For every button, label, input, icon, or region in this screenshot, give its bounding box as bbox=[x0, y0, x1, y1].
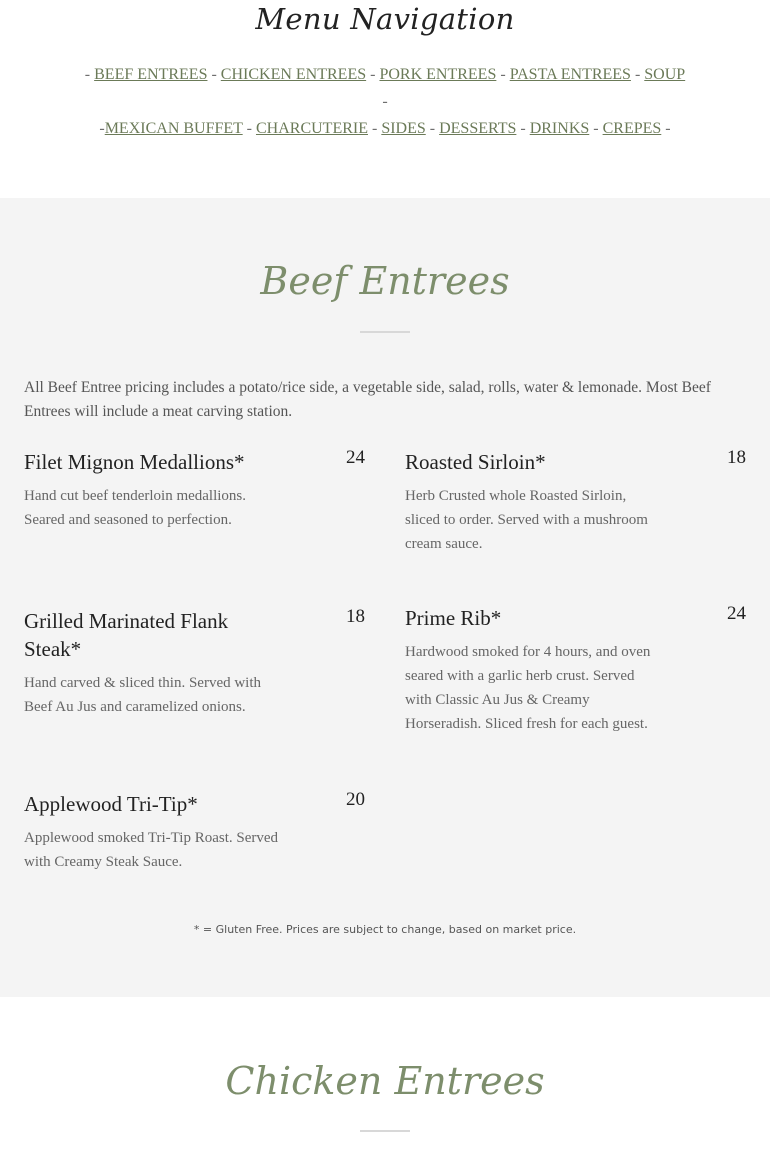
nav-link-soup[interactable]: SOUP bbox=[644, 66, 686, 83]
menu-item-tri-tip bbox=[24, 790, 365, 874]
section-divider bbox=[360, 331, 410, 333]
menu-item-description: Hand carved & sliced thin. Served with Beef Au Jus and caramelized onions. bbox=[24, 675, 262, 715]
menu-navigation-title: Menu Navigation bbox=[255, 2, 515, 36]
menu-item-roasted-sirloin bbox=[405, 448, 746, 556]
beef-entrees-section bbox=[0, 198, 770, 997]
menu-item-prime-rib bbox=[405, 604, 746, 736]
menu-item-description: Applewood smoked Tri-Tip Roast. Served with Creamy Steak Sauce. bbox=[24, 830, 279, 870]
nav-link-drinks[interactable]: DRINKS bbox=[529, 120, 590, 137]
nav-separator: - bbox=[382, 93, 388, 110]
nav-line-2 bbox=[0, 92, 770, 112]
nav-line-1 bbox=[0, 65, 770, 85]
nav-separator: - bbox=[246, 120, 252, 137]
menu-item-description: Hardwood smoked for 4 hours, and oven seared with a garlic herb crust. Served with Classic Au Jus & Creamy Horseradish. Sliced fresh for each guest. bbox=[405, 644, 651, 732]
menu-item-description: Hand cut beef tenderloin medallions. Seared and seasoned to perfection. bbox=[24, 488, 247, 528]
nav-separator: - bbox=[429, 120, 436, 137]
menu-item-name: Applewood Tri-Tip* bbox=[24, 792, 198, 816]
nav-separator: - bbox=[99, 120, 105, 137]
nav-link-pasta-entrees[interactable]: PASTA ENTREES bbox=[509, 66, 631, 83]
nav-link-sides[interactable]: SIDES bbox=[381, 120, 426, 137]
nav-separator: - bbox=[520, 120, 526, 137]
nav-separator: - bbox=[370, 66, 376, 83]
section-divider bbox=[360, 1130, 410, 1132]
menu-item-name: Prime Rib* bbox=[405, 606, 502, 630]
nav-link-pork-entrees[interactable]: PORK ENTREES bbox=[379, 66, 497, 83]
menu-item-price: 18 bbox=[346, 606, 365, 627]
nav-separator: - bbox=[500, 66, 506, 83]
nav-separator: - bbox=[84, 66, 91, 83]
menu-item-name: Filet Mignon Medallions* bbox=[24, 450, 245, 474]
nav-link-chicken-entrees[interactable]: CHICKEN ENTREES bbox=[220, 66, 367, 83]
beef-intro-text: All Beef Entree pricing includes a potato/rice side, a vegetable side, salad, rolls, water & lemonade. Most Beef Entrees will include a meat carving station. bbox=[24, 379, 711, 420]
menu-item-price: 18 bbox=[727, 447, 746, 468]
nav-line-3 bbox=[0, 119, 770, 139]
menu-item-price: 20 bbox=[346, 789, 365, 810]
menu-item-flank-steak bbox=[24, 607, 365, 719]
beef-entrees-title: Beef Entrees bbox=[260, 259, 510, 303]
nav-separator: - bbox=[665, 120, 671, 137]
chicken-entrees-title: Chicken Entrees bbox=[225, 1059, 545, 1103]
menu-item-name: Grilled Marinated Flank Steak* bbox=[24, 609, 229, 661]
menu-item-price: 24 bbox=[727, 603, 746, 624]
nav-link-beef-entrees[interactable]: BEEF ENTREES bbox=[94, 66, 208, 83]
menu-item-price: 24 bbox=[346, 447, 365, 468]
gluten-free-footnote: * = Gluten Free. Prices are subject to change, based on market price. bbox=[193, 923, 577, 936]
nav-separator: - bbox=[593, 120, 599, 137]
menu-item-description: Herb Crusted whole Roasted Sirloin, sliced to order. Served with a mushroom cream sauce. bbox=[405, 488, 648, 552]
nav-link-charcuterie[interactable]: CHARCUTERIE bbox=[255, 120, 368, 137]
nav-link-mexican-buffet[interactable]: MEXICAN BUFFET bbox=[104, 120, 243, 137]
nav-separator: - bbox=[211, 66, 217, 83]
nav-link-crepes[interactable]: CREPES bbox=[602, 120, 662, 137]
nav-separator: - bbox=[371, 120, 378, 137]
menu-item-name: Roasted Sirloin* bbox=[405, 450, 546, 474]
nav-link-desserts[interactable]: DESSERTS bbox=[439, 120, 517, 137]
menu-item-filet-mignon bbox=[24, 448, 365, 532]
nav-separator: - bbox=[634, 66, 641, 83]
